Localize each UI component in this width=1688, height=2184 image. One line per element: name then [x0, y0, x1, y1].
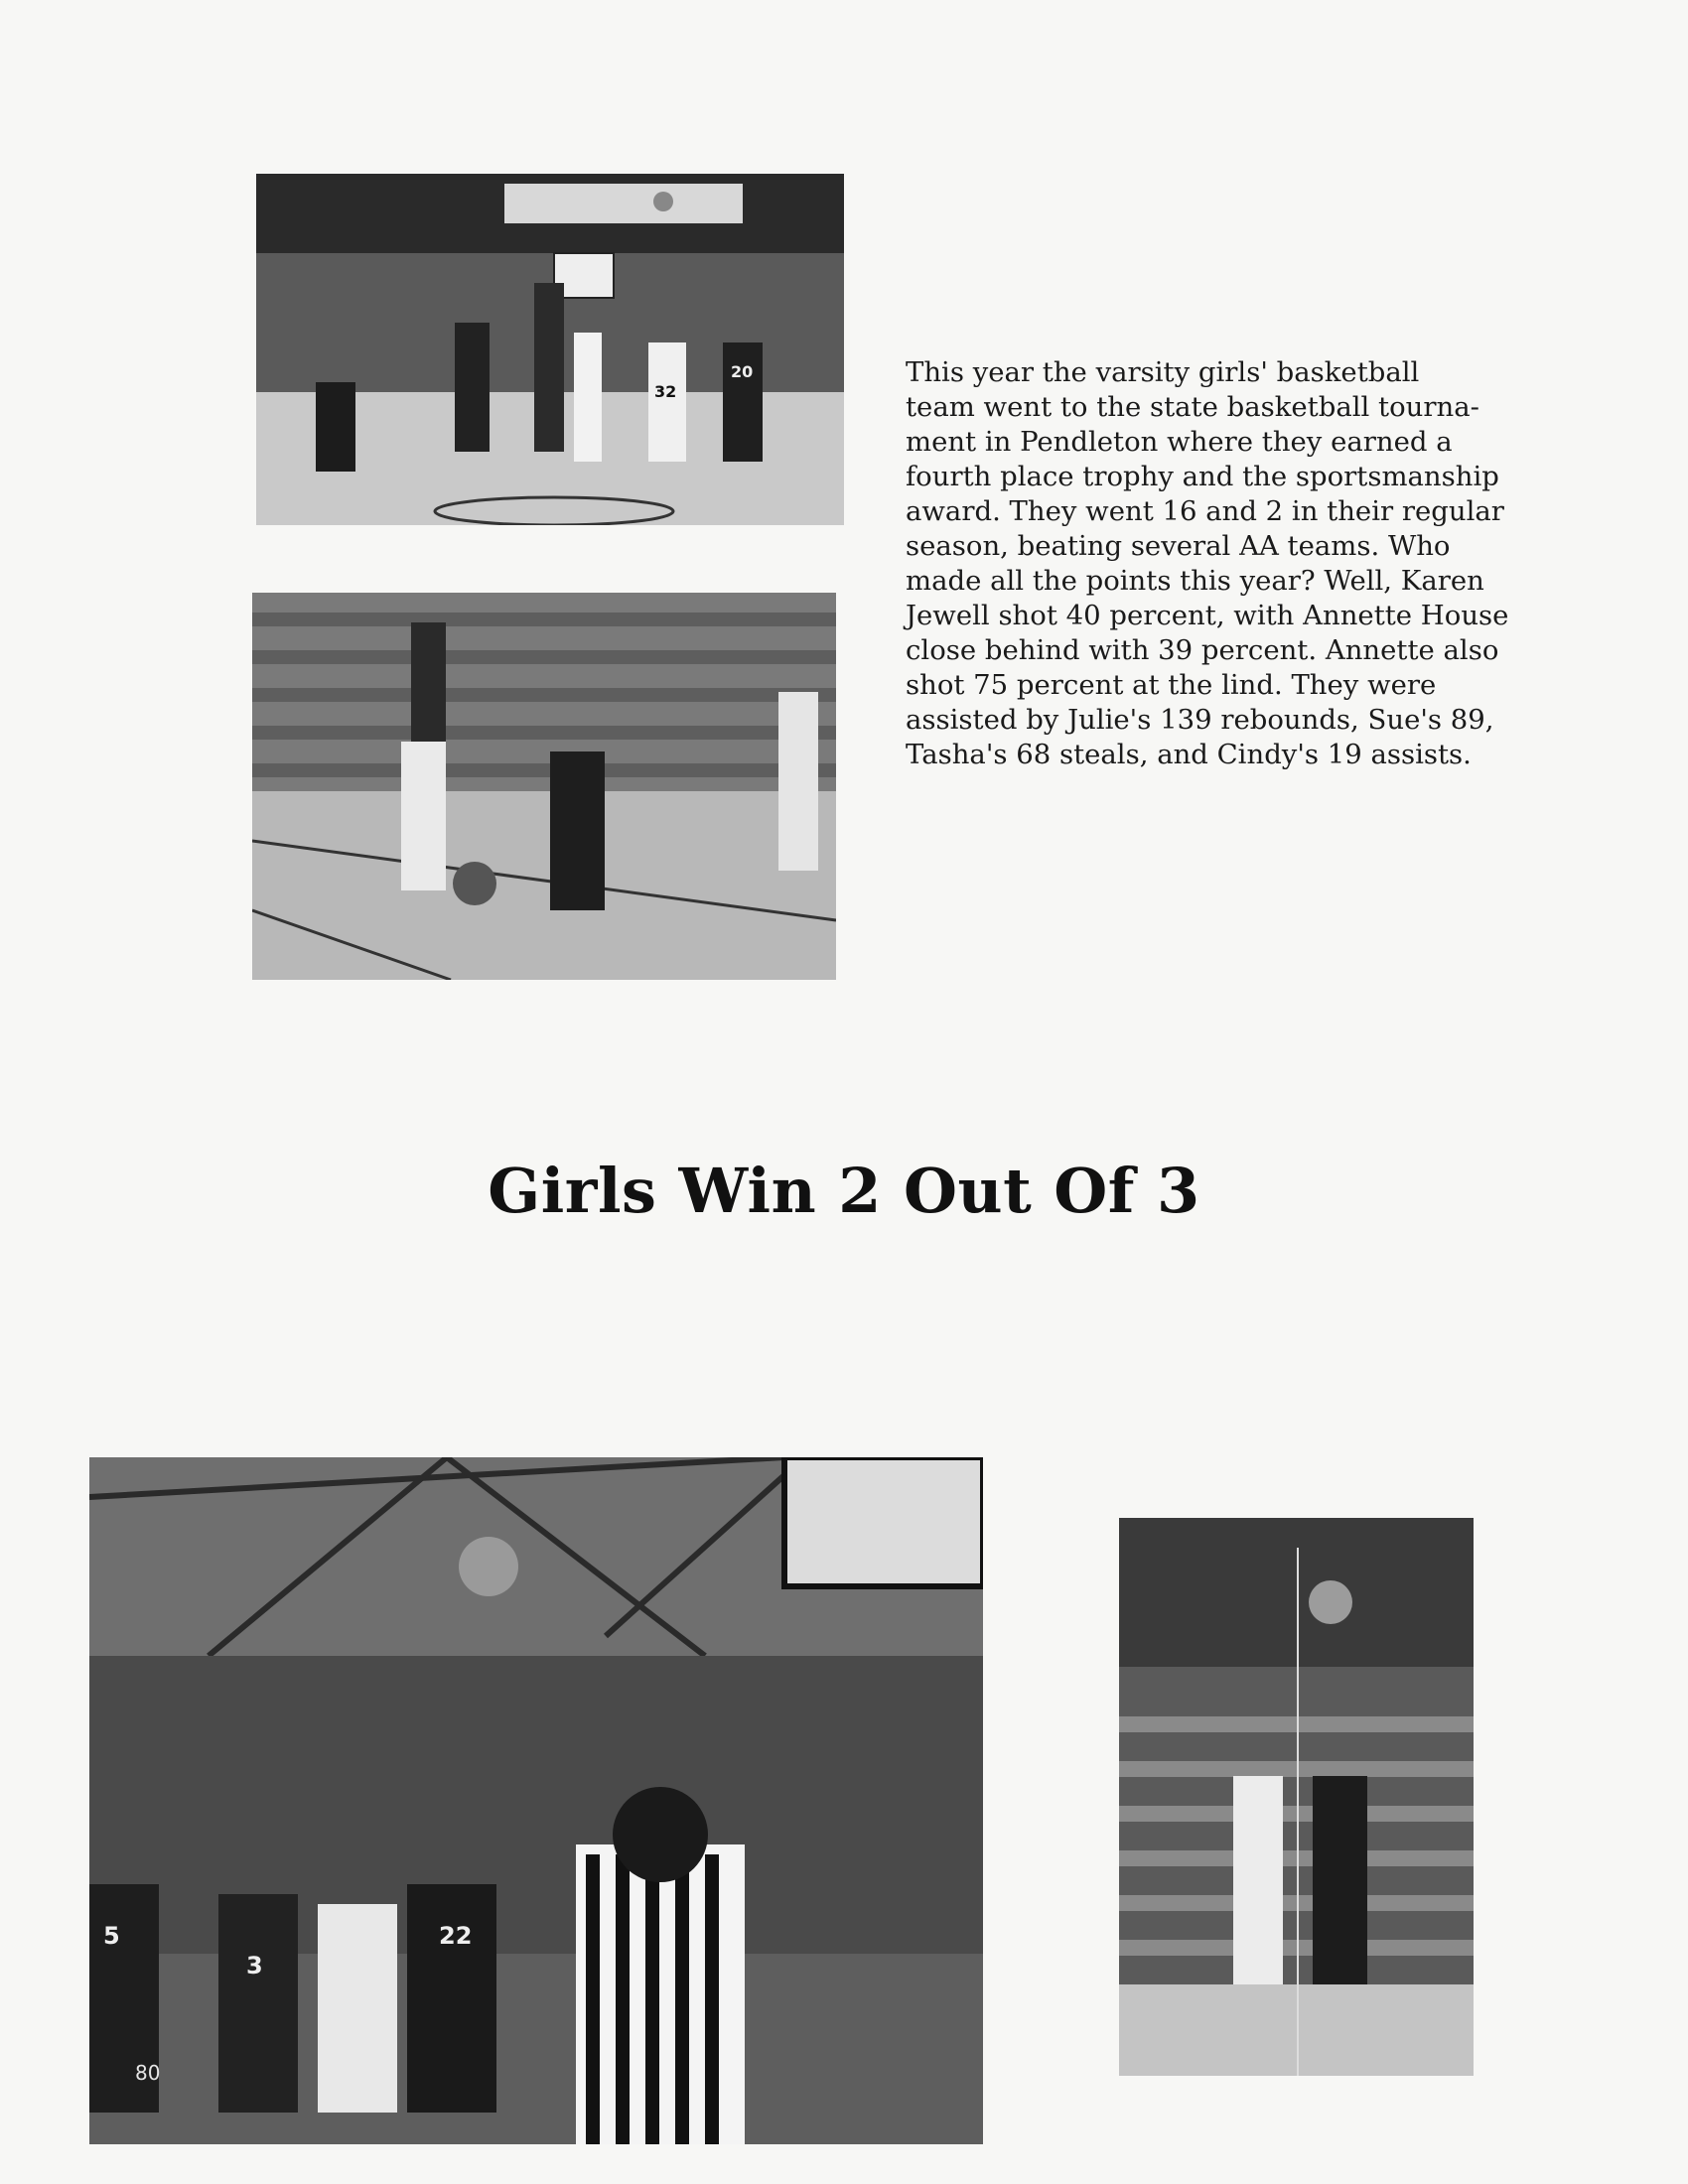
article-line: ment in Pendleton where they earned a	[906, 426, 1453, 458]
photo-dribble	[252, 593, 836, 980]
article-line: assisted by Julie's 139 rebounds, Sue's 89,	[906, 704, 1494, 736]
article-line: made all the points this year? Well, Karen	[906, 565, 1484, 597]
article-line: team went to the state basketball tourna-	[906, 391, 1479, 423]
article-line: This year the varsity girls' basketball	[906, 356, 1420, 388]
article-line: season, beating several AA teams. Who	[906, 530, 1451, 562]
article-line: Jewell shot 40 percent, with Annette House	[906, 600, 1509, 631]
photo1-jersey-number: 32	[654, 382, 677, 401]
article-line: close behind with 39 percent. Annette also	[906, 634, 1499, 666]
photo-jump-shot	[1119, 1518, 1474, 2076]
photo-free-throw	[89, 1457, 983, 2144]
article-line: shot 75 percent at the lind. They were	[906, 669, 1437, 701]
photo3-jersey-number: 22	[439, 1922, 473, 1950]
page-title: Girls Win 2 Out Of 3	[488, 1155, 1200, 1227]
article-line: Tasha's 68 steals, and Cindy's 19 assists.	[906, 739, 1472, 770]
page-number: 80	[135, 2061, 161, 2085]
article-line: fourth place trophy and the sportsmanship	[906, 461, 1499, 492]
article-body	[906, 355, 1591, 772]
photo3-jersey-number: 3	[246, 1952, 263, 1979]
photo3-jersey-number: 5	[103, 1922, 120, 1950]
photo-tip-off	[256, 174, 844, 525]
article-line: award. They went 16 and 2 in their regular	[906, 495, 1504, 527]
photo1-jersey-number: 20	[731, 362, 754, 381]
